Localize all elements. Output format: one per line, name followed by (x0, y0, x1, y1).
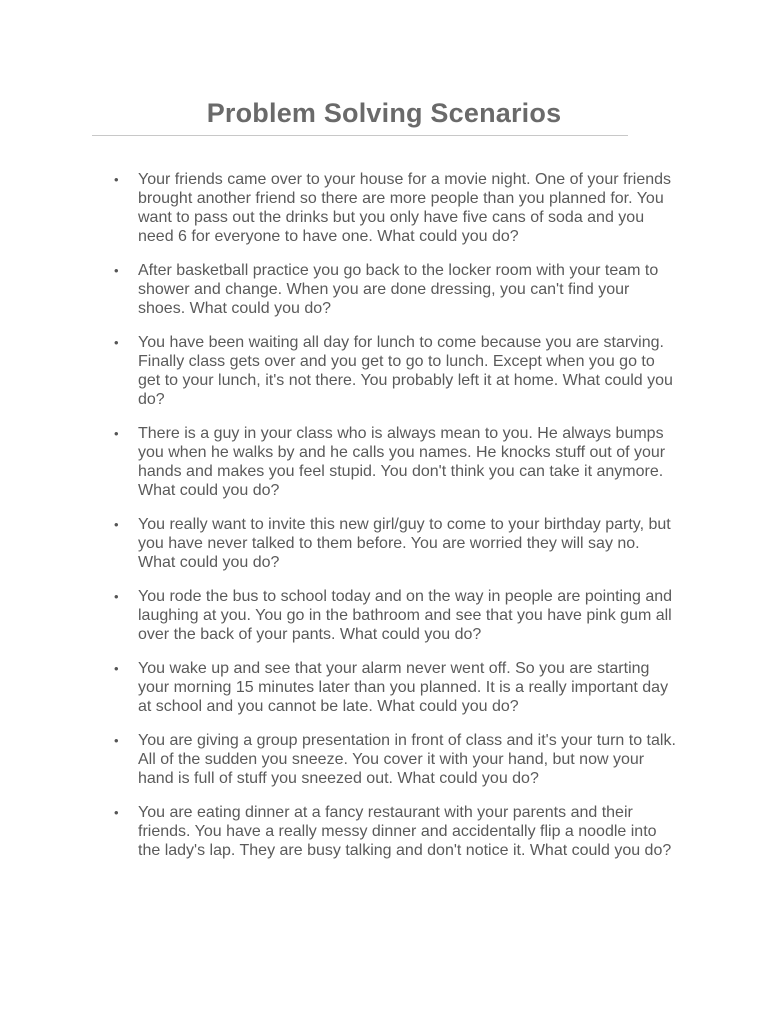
bullet-icon: • (114, 335, 119, 350)
list-item (0, 261, 768, 318)
bullet-icon: • (114, 172, 119, 187)
bullet-icon: • (114, 589, 119, 604)
bullet-icon: • (114, 517, 119, 532)
scenario-text: After basketball practice you go back to the locker room with your team to shower and change. When you are done dressing, you can't find your shoes. What could you do? (138, 262, 659, 317)
list-item (0, 515, 768, 572)
scenario-text: You are giving a group presentation in front of class and it's your turn to talk. All of the sudden you sneeze. You cover it with your hand, but now your hand is full of stuff you sneezed out. What could you do? (138, 732, 676, 787)
scenario-text: You are eating dinner at a fancy restaurant with your parents and their friends. You have a really messy dinner and accidentally flip a noodle into the lady's lap. They are busy talking and don't notice it. What could you do? (138, 804, 672, 859)
bullet-icon: • (114, 805, 119, 820)
list-item (0, 659, 768, 716)
bullet-icon: • (114, 426, 119, 441)
bullet-icon: • (114, 733, 119, 748)
scenario-text: There is a guy in your class who is always mean to you. He always bumps you when he walks by and he calls you names. He knocks stuff out of your hands and makes you feel stupid. You don't think you can take it anymore. What could you do? (138, 425, 666, 499)
scenario-list (0, 170, 768, 875)
bullet-icon: • (114, 263, 119, 278)
scenario-text: Your friends came over to your house for a movie night. One of your friends brought another friend so there are more people than you planned for. You want to pass out the drinks but you only have five cans of soda and you need 6 for everyone to have one. What could you do? (138, 171, 672, 245)
title-underline (92, 135, 628, 136)
list-item (0, 170, 768, 246)
page-title: Problem Solving Scenarios (206, 98, 562, 128)
list-item (0, 803, 768, 860)
scenario-text: You have been waiting all day for lunch to come because you are starving. Finally class gets over and you get to go to lunch. Except when you go to get to your lunch, it's not there. You probably left it at home. What could you do? (138, 334, 673, 408)
list-item (0, 731, 768, 788)
scenario-text: You rode the bus to school today and on the way in people are pointing and laughing at you. You go in the bathroom and see that you have pink gum all over the back of your pants. What could you do? (138, 588, 673, 643)
list-item (0, 333, 768, 409)
scenario-text: You wake up and see that your alarm never went off. So you are starting your morning 15 minutes later than you planned. It is a really important day at school and you cannot be late. What could you do? (138, 660, 669, 715)
list-item (0, 424, 768, 500)
bullet-icon: • (114, 661, 119, 676)
scenario-text: You really want to invite this new girl/guy to come to your birthday party, but you have never talked to them before. You are worried they will say no. What could you do? (138, 516, 671, 571)
list-item (0, 587, 768, 644)
